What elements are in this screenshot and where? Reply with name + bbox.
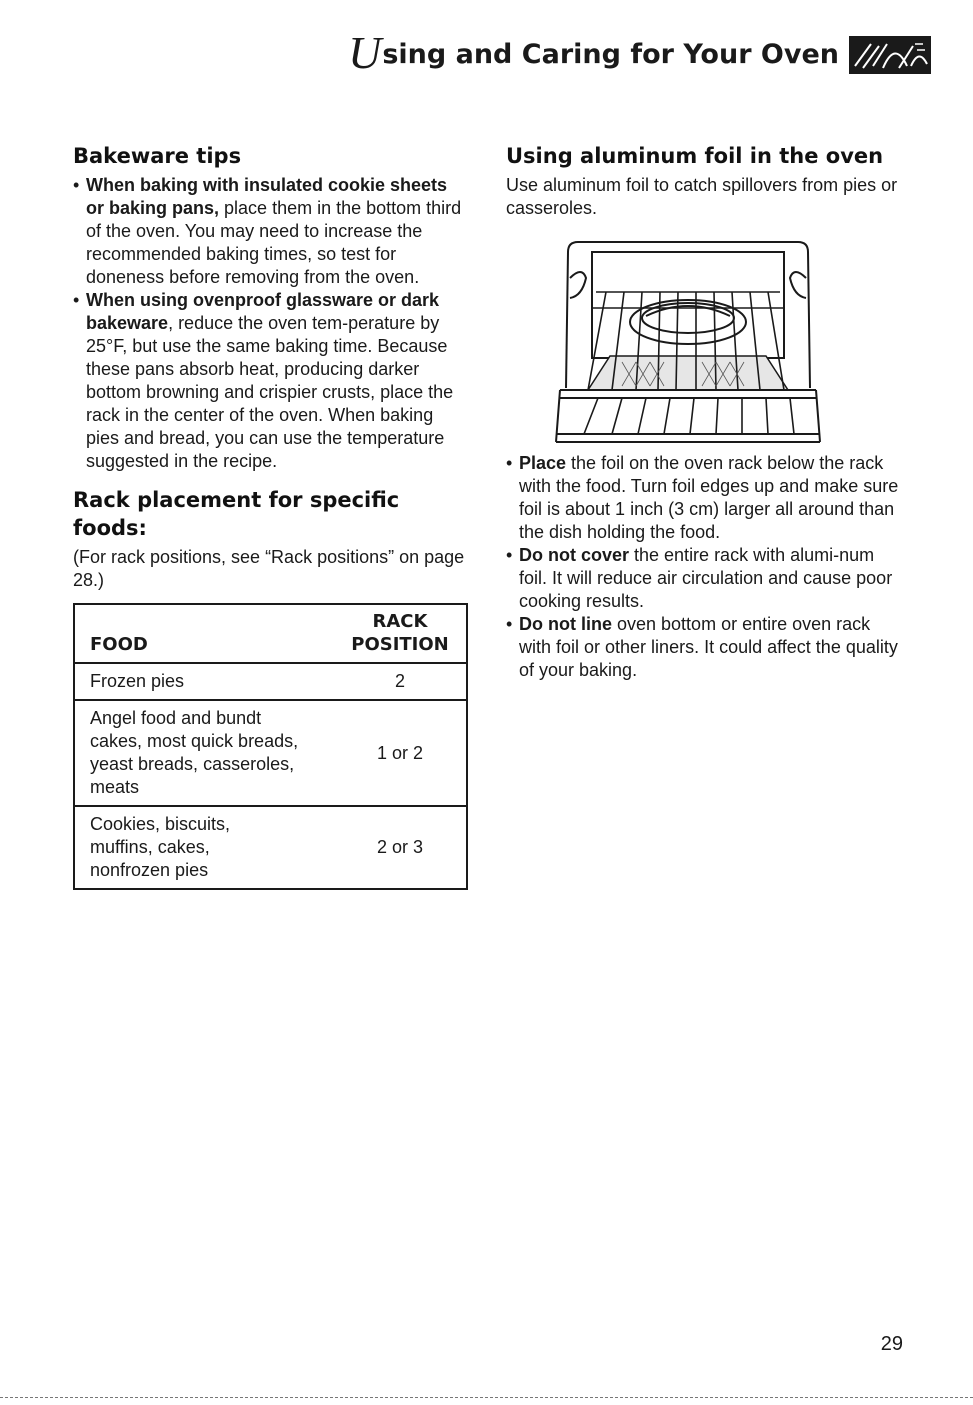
- oven-rack-foil-illustration: [552, 238, 824, 448]
- right-column: [506, 142, 906, 682]
- table-row: [75, 664, 466, 701]
- page-header: [348, 27, 931, 78]
- aluminum-foil-heading: Using aluminum foil in the oven: [506, 144, 884, 168]
- aluminum-foil-intro: Use aluminum foil to catch spillovers from pies or casseroles.: [506, 175, 898, 218]
- list-item-text: oven bottom or entire oven rack with foil or other liners. It could affect the quality of your baking.: [519, 614, 898, 680]
- list-item-text: place them in the bottom third of the oven. You may need to increase the recommended baking times, so test for doneness before removing from the oven.: [86, 198, 462, 287]
- rack-placement-heading: Rack placement for specific foods:: [73, 488, 400, 540]
- table-row: [75, 807, 466, 888]
- header-title-initial: U: [348, 27, 382, 78]
- list-item-lead: Do not cover: [519, 545, 630, 565]
- page-number: 29: [880, 1333, 903, 1355]
- table-header-row: [75, 605, 466, 664]
- list-item-lead: Do not line: [519, 614, 612, 634]
- table-cell-food: Cookies, biscuits, muffins, cakes, nonfrozen pies: [90, 814, 231, 880]
- bakeware-tips-list: [73, 174, 468, 473]
- list-item: [506, 544, 906, 613]
- list-item-text: , reduce the oven tem-perature by 25°F, but use the same baking time. Because these pans absorb heat, producing darker bottom browning and crispier crusts, place the rack in the center of the oven. When baking pies and bread, you can use the temperature suggested in the recipe.: [86, 313, 454, 471]
- table-header-position: [345, 610, 455, 656]
- rack-position-table: [73, 603, 468, 890]
- bottom-divider: [0, 1397, 973, 1398]
- table-cell-position: 2 or 3: [376, 837, 424, 857]
- table-cell-position: 2: [394, 671, 405, 691]
- rack-placement-intro: (For rack positions, see “Rack positions” on page 28.): [73, 547, 465, 590]
- list-item-lead: Place: [519, 453, 567, 473]
- table-header-position-line1: RACK: [372, 611, 428, 632]
- list-item: [506, 452, 906, 544]
- table-cell-food: Frozen pies: [90, 671, 185, 691]
- brand-logo-icon: [849, 36, 931, 74]
- list-item-text: the entire rack with alumi-num foil. It will reduce air circulation and cause poor cooking results.: [519, 545, 893, 611]
- table-header-food: FOOD: [90, 634, 148, 655]
- left-column: [73, 142, 468, 890]
- list-item: [73, 174, 468, 289]
- table-cell-food: Angel food and bundt cakes, most quick breads, yeast breads, casseroles, meats: [90, 708, 299, 797]
- table-row: [75, 701, 466, 807]
- table-header-position-line2: POSITION: [351, 634, 449, 655]
- aluminum-foil-list: [506, 452, 906, 682]
- list-item: [73, 289, 468, 473]
- header-title: sing and Caring for Your Oven: [382, 39, 839, 70]
- list-item-lead: When using ovenproof glassware or dark bakeware: [86, 290, 440, 333]
- list-item-text: the foil on the oven rack below the rack with the food. Turn foil edges up and make sure foil is about 1 inch (3 cm) larger all around than the dish holding the food.: [519, 453, 899, 542]
- list-item: [506, 613, 906, 682]
- list-item-lead: When baking with insulated cookie sheets or baking pans,: [86, 175, 448, 218]
- table-cell-position: 1 or 2: [376, 742, 424, 763]
- bakeware-tips-heading: Bakeware tips: [73, 144, 242, 168]
